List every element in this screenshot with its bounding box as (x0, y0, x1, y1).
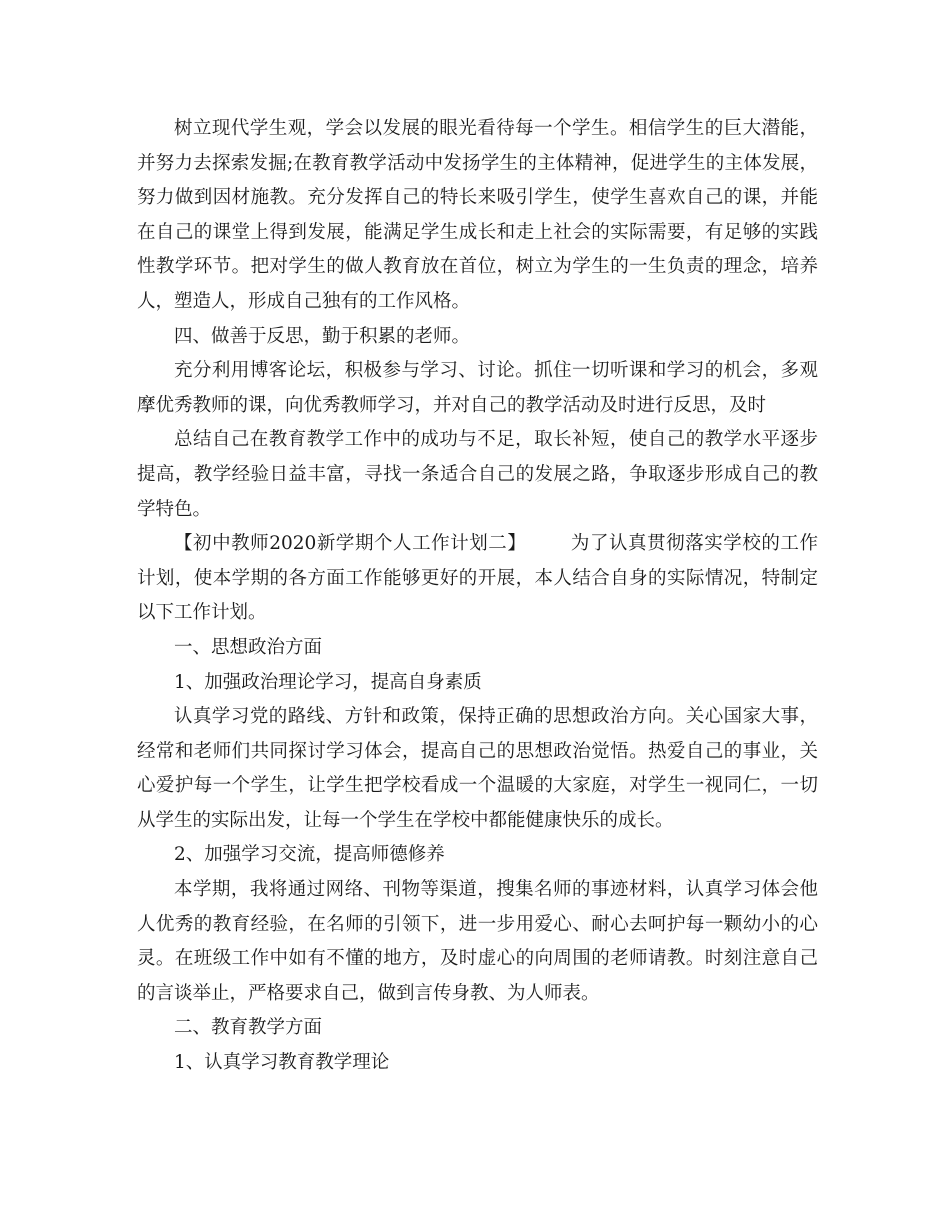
paragraph-summary: 总结自己在教育教学工作中的成功与不足，取长补短，使自己的教学水平逐步提高，教学经验日益丰富，寻找一条适合自己的发展之路，争取逐步形成自己的教学特色。 (137, 429, 818, 520)
subheading-exchange: 2、加强学习交流，提高师德修养 (174, 844, 445, 866)
document-body (137, 112, 818, 1081)
subheading-theory-study: 1、加强政治理论学习，提高自身素质 (174, 671, 482, 693)
subheading-teaching-theory: 1、认真学习教育教学理论 (174, 1052, 390, 1074)
paragraph-student-view: 树立现代学生观，学会以发展的眼光看待每一个学生。相信学生的巨大潜能，并努力去探索发掘;在教育教学活动中发扬学生的主体精神，促进学生的主体发展，努力做到因材施教。充分发挥自己的特长来吸引学生，使学生喜欢自己的课，并能在自己的课堂上得到发展，能满足学生成长和走上社会的实际需要，有足够的实践性教学环节。把对学生的做人教育放在首位，树立为学生的一生负责的理念，培养人，塑造人，形成自己独有的工作风格。 (137, 118, 818, 312)
section-title: 【初中教师2020新学期个人工作计划二】 (174, 533, 527, 555)
paragraph-plan-two (137, 527, 818, 631)
heading-political: 一、思想政治方面 (174, 636, 323, 658)
heading-reflection: 四、做善于反思，勤于积累的老师。 (174, 325, 471, 347)
heading-teaching: 二、教育教学方面 (174, 1017, 323, 1039)
paragraph-party-line: 认真学习党的路线、方针和政策，保持正确的思想政治方向。关心国家大事，经常和老师们共同探讨学习体会，提高自己的思想政治觉悟。热爱自己的事业，关心爱护每一个学生，让学生把学校看成一个温暖的大家庭，对学生一视同仁，一切从学生的实际出发，让每一个学生在学校中都能健康快乐的成长。 (137, 706, 818, 831)
section-intro: 为了认真贯彻落实学校的工作计划，使本学期的各方面工作能够更好的开展，本人结合自身的实际情况，特制定以下工作计划。 (137, 533, 818, 624)
paragraph-blog-forum: 充分利用博客论坛，积极参与学习、讨论。抓住一切听课和学习的机会，多观摩优秀教师的课，向优秀教师学习，并对自己的教学活动及时进行反思，及时 (137, 360, 818, 416)
paragraph-this-semester: 本学期，我将通过网络、刊物等渠道，搜集名师的事迹材料，认真学习体会他人优秀的教育经验，在名师的引领下，进一步用爱心、耐心去呵护每一颗幼小的心灵。在班级工作中如有不懂的地方，及时虚心的向周围的老师请教。时刻注意自己的言谈举止，严格要求自己，做到言传身教、为人师表。 (137, 879, 818, 1004)
